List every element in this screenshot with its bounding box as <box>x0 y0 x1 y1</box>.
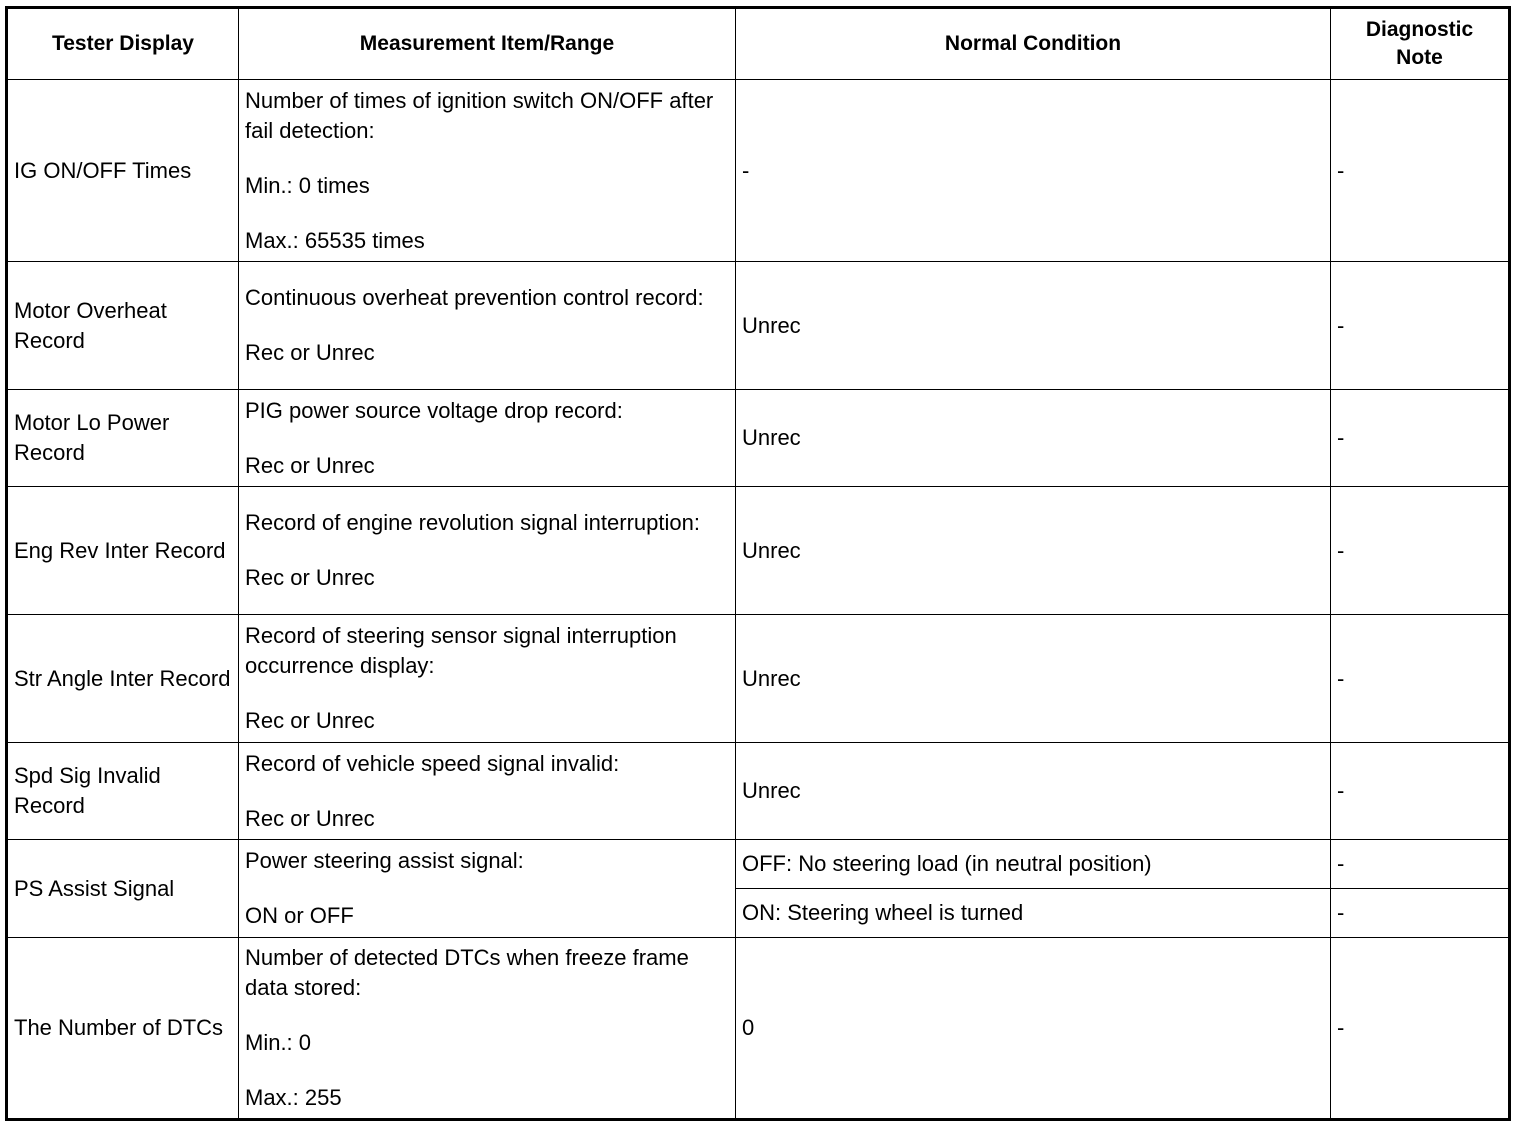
header-normal-condition: Normal Condition <box>736 8 1331 80</box>
tester-display-cell: Motor Lo Power Record <box>7 390 239 487</box>
measurement-cell <box>239 390 736 487</box>
normal-condition-cell: - <box>736 80 1331 262</box>
measurement-cell <box>239 743 736 840</box>
table-row <box>7 615 1510 743</box>
measurement-description: Number of times of ignition switch ON/OFF after fail detection: <box>245 87 714 143</box>
diagnostic-note-cell: - <box>1331 889 1510 938</box>
diagnostic-note-cell: - <box>1331 840 1510 889</box>
diagnostic-note-cell: - <box>1331 938 1510 1120</box>
tester-display-cell: Str Angle Inter Record <box>7 615 239 743</box>
measurement-cell <box>239 615 736 743</box>
measurement-cell <box>239 262 736 390</box>
diagnostic-note-cell: - <box>1331 80 1510 262</box>
table-row <box>7 743 1510 840</box>
measurement-description: Record of steering sensor signal interruption occurrence display: <box>245 623 677 678</box>
header-row <box>7 8 1510 80</box>
measurement-cell <box>239 840 736 938</box>
header-tester-display: Tester Display <box>7 8 239 80</box>
header-measurement-item-range: Measurement Item/Range <box>239 8 736 80</box>
normal-condition-cell: Unrec <box>736 390 1331 487</box>
table-row <box>7 487 1510 615</box>
normal-condition-cell: Unrec <box>736 743 1331 840</box>
normal-condition-cell: Unrec <box>736 262 1331 390</box>
normal-condition-cell-on: ON: Steering wheel is turned <box>736 889 1331 938</box>
table-row <box>7 390 1510 487</box>
data-list-table <box>5 6 1511 1121</box>
table-row <box>7 80 1510 262</box>
measurement-cell <box>239 80 736 262</box>
measurement-range: Rec or Unrec <box>245 452 375 478</box>
measurement-description: PIG power source voltage drop record: <box>245 397 623 423</box>
measurement-description: Record of engine revolution signal interruption: <box>245 510 700 535</box>
measurement-range: Rec or Unrec <box>245 708 375 733</box>
measurement-description: Power steering assist signal: <box>245 848 524 873</box>
tester-display-cell: IG ON/OFF Times <box>7 80 239 262</box>
measurement-range: Rec or Unrec <box>245 565 375 590</box>
normal-condition-cell: Unrec <box>736 615 1331 743</box>
measurement-min: Min.: 0 times <box>245 172 370 198</box>
diagnostic-note-cell: - <box>1331 487 1510 615</box>
measurement-range: Rec or Unrec <box>245 805 375 831</box>
diagnostic-note-cell: - <box>1331 390 1510 487</box>
normal-condition-cell-off: OFF: No steering load (in neutral position) <box>736 840 1331 889</box>
measurement-description: Number of detected DTCs when freeze frame data stored: <box>245 945 689 1000</box>
tester-display-cell: Motor Overheat Record <box>7 262 239 390</box>
measurement-range: ON or OFF <box>245 903 354 928</box>
measurement-min: Min.: 0 <box>245 1030 312 1055</box>
diagnostic-note-cell: - <box>1331 615 1510 743</box>
measurement-range: Rec or Unrec <box>245 340 375 365</box>
measurement-cell <box>239 938 736 1120</box>
table-row <box>7 840 1510 889</box>
table-row <box>7 262 1510 390</box>
header-diagnostic-note: Diagnostic Note <box>1331 8 1510 80</box>
measurement-max: Max.: 255 <box>245 1085 342 1110</box>
tester-display-cell: PS Assist Signal <box>7 840 239 938</box>
measurement-max: Max.: 65535 times <box>245 227 425 253</box>
measurement-description: Record of vehicle speed signal invalid: <box>245 750 620 776</box>
measurement-cell <box>239 487 736 615</box>
tester-display-cell: The Number of DTCs <box>7 938 239 1120</box>
diagnostic-note-cell: - <box>1331 262 1510 390</box>
tester-display-cell: Spd Sig Invalid Record <box>7 743 239 840</box>
measurement-description: Continuous overheat prevention control record: <box>245 285 704 310</box>
tester-display-cell: Eng Rev Inter Record <box>7 487 239 615</box>
table-row <box>7 938 1510 1120</box>
normal-condition-cell: 0 <box>736 938 1331 1120</box>
diagnostic-note-cell: - <box>1331 743 1510 840</box>
normal-condition-cell: Unrec <box>736 487 1331 615</box>
